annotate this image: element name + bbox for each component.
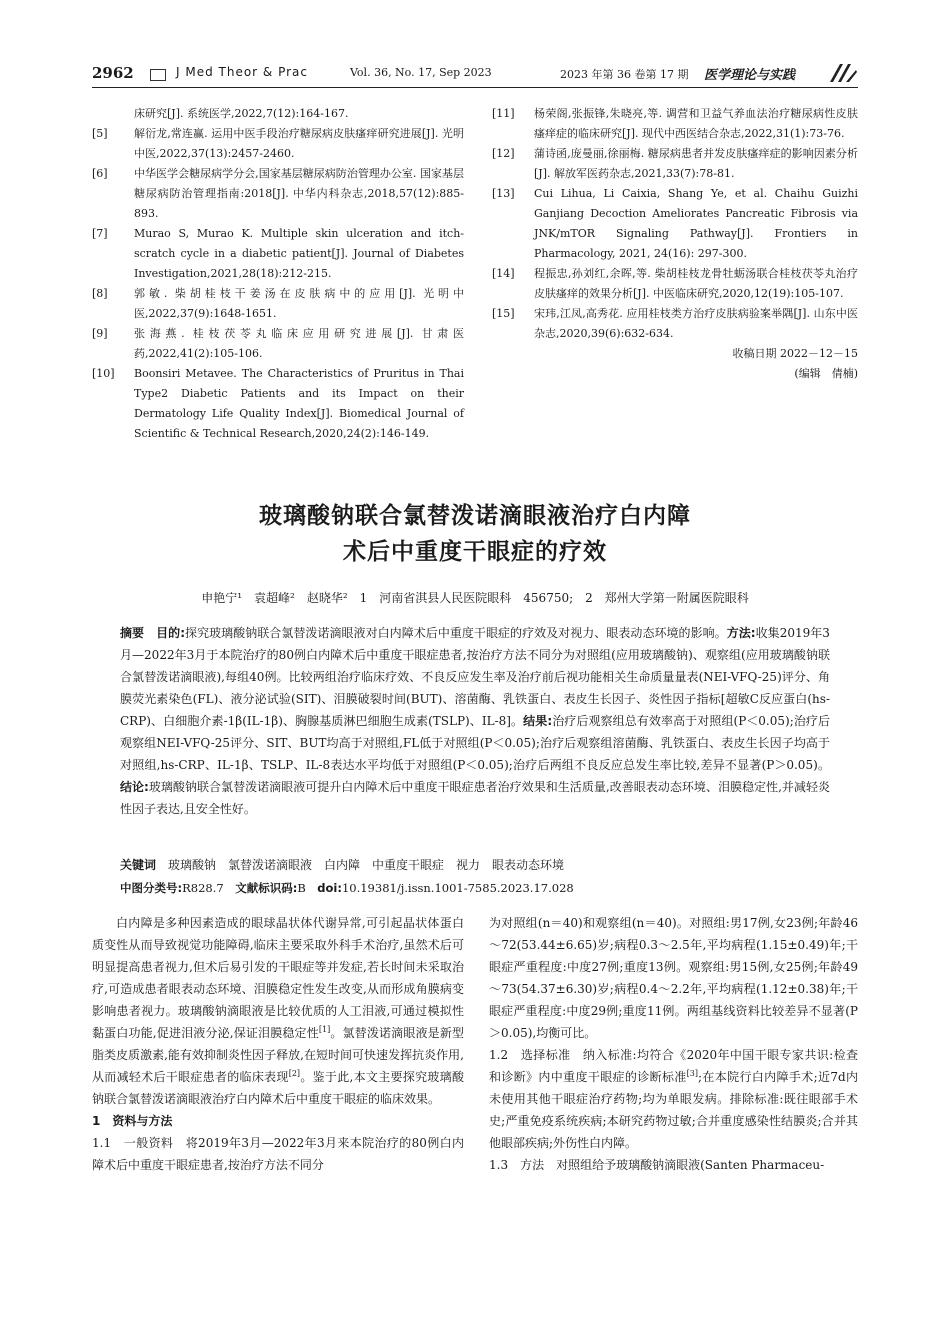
received-date: 收稿日期 2022－12－15: [732, 347, 858, 360]
body-right-column: [489, 912, 858, 1176]
reference-item: [14] 程振忠,孙刘红,余晖,等. 柴胡桂枝龙骨牡蛎汤联合桂枝茯苓丸治疗皮肤瘙痒的效果分析[J]. 中医临床研究,2020,12(19):105-107.: [492, 267, 858, 300]
authors-affiliations: 申艳宁¹ 袁超峰² 赵晓华² 1 河南省淇县人民医院眼科 456750; 2 郑州大学第一附属医院眼科: [201, 591, 749, 605]
keywords: 关键词 玻璃酸钠 氯替泼诺滴眼液 白内障 中重度干眼症 视力 眼表动态环境: [120, 858, 565, 872]
section-heading: 1 资料与方法: [92, 1114, 173, 1128]
intro-paragraph: 白内障是多种因素造成的眼球晶状体代谢异常,可引起晶状体蛋白质变性从而导致视觉功能障碍,临床主要采取外科手术治疗,虽然术后可明显提高患者视力,但术后易引发的干眼症等并发症,若长时间未采取治疗,可造成患者眼表动态环境、泪膜稳定性发生改变,从而形成角膜病变影响患者视力。玻璃酸钠滴眼液是比较优质的人工泪液,可通过模拟性黏蛋白功能,促进泪液分泌,保证泪膜稳定性[1]。氯替泼诺滴眼液是新型脂类皮质激素,能有效抑制炎性因子释放,在短时间可快速发挥抗炎作用,从而减轻术后干眼症患者的临床表现[2]。鉴于此,本文主要探究玻璃酸钠联合氯替泼诺滴眼液治疗白内障术后中重度干眼症的临床效果。: [92, 916, 464, 1106]
reference-item: [10] Boonsiri Metavee. The Characteristics of Pruritus in Thai Type2 Diabetic Patients and its Impact on their Dermatology Life Quality Index[J]. Biomedical Journal of Scientific & Technical Research,2020,24(2):146-149.: [92, 367, 464, 440]
volume-cn: 2023 年第 36 卷第 17 期: [560, 68, 689, 81]
body-left-column: [92, 912, 464, 1176]
classification-line: 中图分类号:R828.7 文献标识码:B doi:10.19381/j.issn.1001-7585.2023.17.028: [120, 881, 574, 895]
reference-item: [5] 解衍龙,常连赢. 运用中医手段治疗糖尿病皮肤瘙痒研究进展[J]. 光明中医,2022,37(13):2457-2460.: [92, 127, 464, 160]
page-number: 2962: [92, 64, 134, 82]
reference-item: 床研究[J]. 系统医学,2022,7(12):164-167.: [134, 107, 349, 120]
journal-logo-icon: [828, 62, 858, 84]
editor-note: (编辑 倩楠): [794, 367, 858, 380]
paragraph-continued: 为对照组(n＝40)和观察组(n＝40)。对照组:男17例,女23例;年龄46～72(53.44±6.65)岁;病程0.3～2.5年,平均病程(1.15±0.49)年;干眼症严重程度:中度27例;重度13例。观察组:男15例,女25例;年龄49～73(54.37±6.30)岁;病程0.4～2.2年,平均病程(1.12±0.38)年;干眼症严重程度:中度29例;重度11例。两组基线资料比较差异不显著(P＞0.05),均衡可比。: [489, 916, 858, 1040]
abstract: 摘要 目的:探究玻璃酸钠联合氯替泼诺滴眼液对白内障术后中重度干眼症的疗效及对视力、眼表动态环境的影响。方法:收集2019年3月—2022年3月于本院治疗的80例白内障术后中重度干眼症患者,按治疗方法不同分为对照组(应用玻璃酸钠)、观察组(应用玻璃酸钠联合氯替泼诺滴眼液),每组40例。比较两组治疗临床疗效、不良反应发生率及治疗前后视功能相关生命质量量表(NEI-VFQ-25)评分、角膜荧光素染色(FL)、液分泌试验(SIT)、泪膜破裂时间(BUT)、溶菌酶、乳铁蛋白、表皮生长因子、炎性因子指标[超敏C反应蛋白(hs-CRP)、白细胞介素-1β(IL-1β)、胸腺基质淋巴细胞生成素(TSLP)、IL-8]。结果:治疗后观察组总有效率高于对照组(P＜0.05);治疗后观察组NEI-VFQ-25评分、SIT、BUT均高于对照组,FL低于对照组(P＜0.05);治疗后观察组溶菌酶、乳铁蛋白、表皮生长因子均高于对照组,hs-CRP、IL-1β、TSLP、IL-8表达水平均低于对照组(P＜0.05);治疗后两组不良反应总发生率比较,差异不显著(P＞0.05)。结论:玻璃酸钠联合氯替泼诺滴眼液可提升白内障术后中重度干眼症患者治疗效果和生活质量,改善眼表动态环境、泪膜稳定性,并减轻炎性因子表达,且安全性好。: [120, 626, 831, 816]
references-right-column: [492, 104, 858, 384]
journal-name-en: J Med Theor & Prac: [176, 65, 309, 79]
reference-item: [15] 宋玮,江凤,高秀花. 应用桂枝类方治疗皮肤病验案举隅[J]. 山东中医杂志,2020,39(6):632-634.: [492, 307, 858, 340]
reference-item: [7] Murao S, Murao K. Multiple skin ulceration and itch-scratch cycle in a diabetic patient[J]. Journal of Diabetes Investigation,2021,28(18):212-215.: [92, 227, 464, 280]
reference-item: [8] 郭敏. 柴胡桂枝干姜汤在皮肤病中的应用[J]. 光明中医,2022,37(9):1648-1651.: [92, 287, 464, 320]
reference-item: [13] Cui Lihua, Li Caixia, Shang Ye, et al. Chaihu Guizhi Ganjiang Decoction Ameliorates Pancreatic Fibrosis via JNK/mTOR Signaling Pathway[J]. Frontiers in Pharmacology, 2021, 24(16): 297-300.: [492, 187, 858, 260]
subsection-1-2: 1.2 选择标准 纳入标准:均符合《2020年中国干眼专家共识:检查和诊断》内中重度干眼症的诊断标准[3];在本院行白内障手术;近7d内未使用其他干眼症治疗药物;均为单眼发病。排除标准:既往眼部手术史;严重免疫系统疾病;本研究药物过敏;合并重度感染性结膜炎;合并其他眼部疾病;外伤性白内障。: [489, 1048, 858, 1150]
running-header: [92, 64, 858, 86]
article-title: 玻璃酸钠联合氯替泼诺滴眼液治疗白内障 术后中重度干眼症的疗效: [259, 503, 691, 565]
reference-item: [9] 张海燕. 桂枝茯苓丸临床应用研究进展[J]. 甘肃医药,2022,41(2):105-106.: [92, 327, 464, 360]
header-box-icon: [150, 69, 166, 81]
reference-item: [12] 蒲诗函,庞曼丽,徐丽梅. 糖尿病患者并发皮肤瘙痒症的影响因素分析[J]. 解放军医药杂志,2021,33(7):78-81.: [492, 147, 858, 180]
subsection-1-3: 1.3 方法 对照组给予玻璃酸钠滴眼液(Santen Pharmaceu-: [489, 1158, 825, 1172]
volume-en: Vol. 36, No. 17, Sep 2023: [350, 66, 492, 79]
reference-item: [11] 杨荣阁,张振锋,朱晓亮,等. 调营和卫益气养血法治疗糖尿病性皮肤瘙痒症的临床研究[J]. 现代中西医结合杂志,2022,31(1):73-76.: [492, 107, 858, 140]
header-rule: [92, 87, 858, 88]
references-left-column: [92, 104, 464, 444]
journal-name-cn: 医学理论与实践: [704, 68, 796, 83]
subsection-1-1: 1.1 一般资料 将2019年3月—2022年3月来本院治疗的80例白内障术后中重度干眼症患者,按治疗方法不同分: [92, 1136, 464, 1172]
reference-item: [6] 中华医学会糖尿病学分会,国家基层糖尿病防治管理办公室. 国家基层糖尿病防治管理指南:2018[J]. 中华内科杂志,2018,57(12):885-893.: [92, 167, 464, 220]
